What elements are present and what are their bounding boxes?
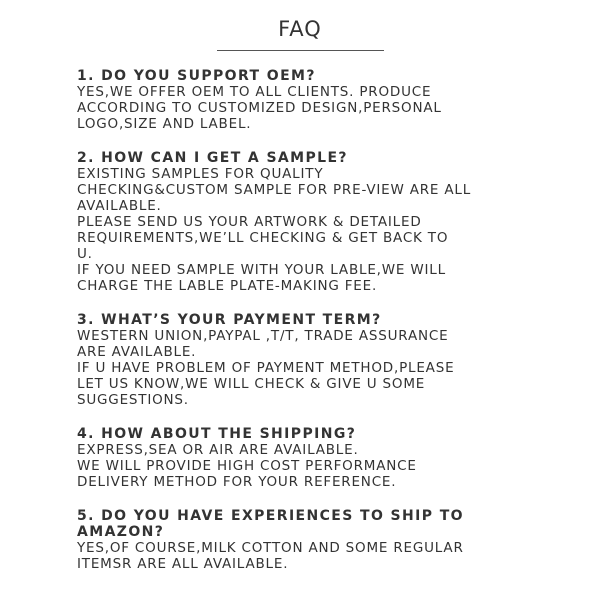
faq-question: 2. HOW CAN I GET A SAMPLE? bbox=[77, 150, 348, 166]
page-title: FAQ bbox=[278, 17, 322, 41]
faq-answer: YES,WE OFFER OEM TO ALL CLIENTS. PRODUCE ACCORDING TO CUSTOMIZED DESIGN,PERSONAL LOGO,SIZE AND LABEL. bbox=[77, 84, 442, 132]
faq-item-oem bbox=[77, 68, 547, 132]
faq-item-sample bbox=[77, 150, 547, 294]
faq-question: 4. HOW ABOUT THE SHIPPING? bbox=[77, 426, 357, 442]
faq-answer: WESTERN UNION,PAYPAL ,T/T, TRADE ASSURANCE ARE AVAILABLE. IF U HAVE PROBLEM OF PAYMENT METHOD,PLEASE LET US KNOW,WE WILL CHECK & GIVE U SOME SUGGESTIONS. bbox=[77, 328, 455, 408]
title-divider bbox=[217, 50, 384, 51]
faq-list bbox=[77, 68, 547, 590]
faq-item-amazon bbox=[77, 508, 547, 572]
faq-question: 5. DO YOU HAVE EXPERIENCES TO SHIP TO AMAZON? bbox=[77, 508, 464, 540]
faq-answer: YES,OF COURSE,MILK COTTON AND SOME REGULAR ITEMSR ARE ALL AVAILABLE. bbox=[77, 540, 464, 572]
faq-question: 3. WHAT’S YOUR PAYMENT TERM? bbox=[77, 312, 382, 328]
faq-question: 1. DO YOU SUPPORT OEM? bbox=[77, 68, 316, 84]
faq-answer: EXPRESS,SEA OR AIR ARE AVAILABLE. WE WILL PROVIDE HIGH COST PERFORMANCE DELIVERY METHOD FOR YOUR REFERENCE. bbox=[77, 442, 417, 490]
faq-item-shipping bbox=[77, 426, 547, 490]
faq-item-payment bbox=[77, 312, 547, 408]
faq-answer: EXISTING SAMPLES FOR QUALITY CHECKING&CUSTOM SAMPLE FOR PRE-VIEW ARE ALL AVAILABLE. PLEASE SEND US YOUR ARTWORK & DETAILED REQUIREMENTS,WE’LL CHECKING & GET BACK TO U. IF YOU NEED SAMPLE WITH YOUR LABLE,WE WILL CHARGE THE LABLE PLATE-MAKING FEE. bbox=[77, 166, 472, 294]
